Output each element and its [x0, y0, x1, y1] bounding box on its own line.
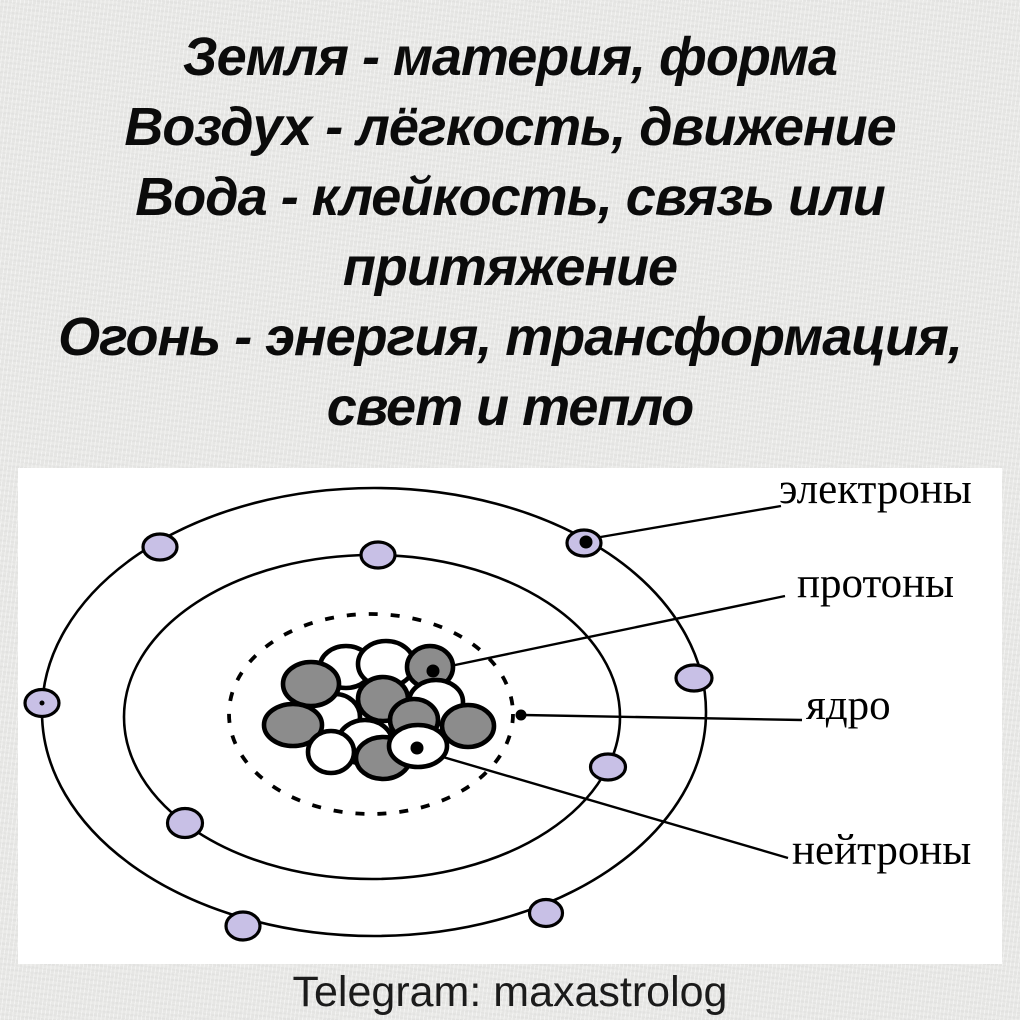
proton-marker-dot	[427, 665, 440, 678]
title-line-water-cont: притяжение	[342, 237, 678, 297]
electron	[226, 912, 260, 940]
neutron-ball	[308, 731, 354, 773]
nucleus-label: ядро	[806, 682, 891, 729]
electrons-pointer-line	[589, 506, 781, 539]
nucleus-pointer-line	[523, 715, 802, 720]
title-block	[0, 22, 1020, 442]
title-line-water: Вода - клейкость, связь или	[135, 167, 885, 227]
title-line-fire: Огонь - энергия, трансформация,	[58, 307, 962, 367]
protons-label: протоны	[797, 560, 955, 607]
electron	[676, 665, 712, 691]
electron	[143, 534, 177, 560]
title-line-fire-cont: свет и тепло	[326, 377, 694, 437]
electron	[591, 754, 626, 780]
electron	[168, 809, 203, 838]
electron-small-dot	[40, 701, 45, 706]
electrons-label: электроны	[779, 466, 972, 513]
electron	[361, 542, 395, 568]
title-line-earth: Земля - материя, форма	[182, 27, 838, 87]
nucleus-marker-dot	[516, 710, 527, 721]
title-line-air: Воздух - лёгкость, движение	[124, 97, 896, 157]
nucleus-cluster	[264, 641, 494, 779]
neutrons-label: нейтроны	[792, 827, 972, 874]
proton-ball	[283, 662, 339, 706]
protons-pointer-line	[436, 596, 785, 669]
footer-credit: Telegram: maxastrolog	[292, 968, 728, 1016]
proton-ball	[442, 705, 494, 747]
electron	[530, 900, 563, 927]
neutron-marker-dot	[411, 742, 424, 755]
electron-marker-dot	[580, 536, 593, 549]
